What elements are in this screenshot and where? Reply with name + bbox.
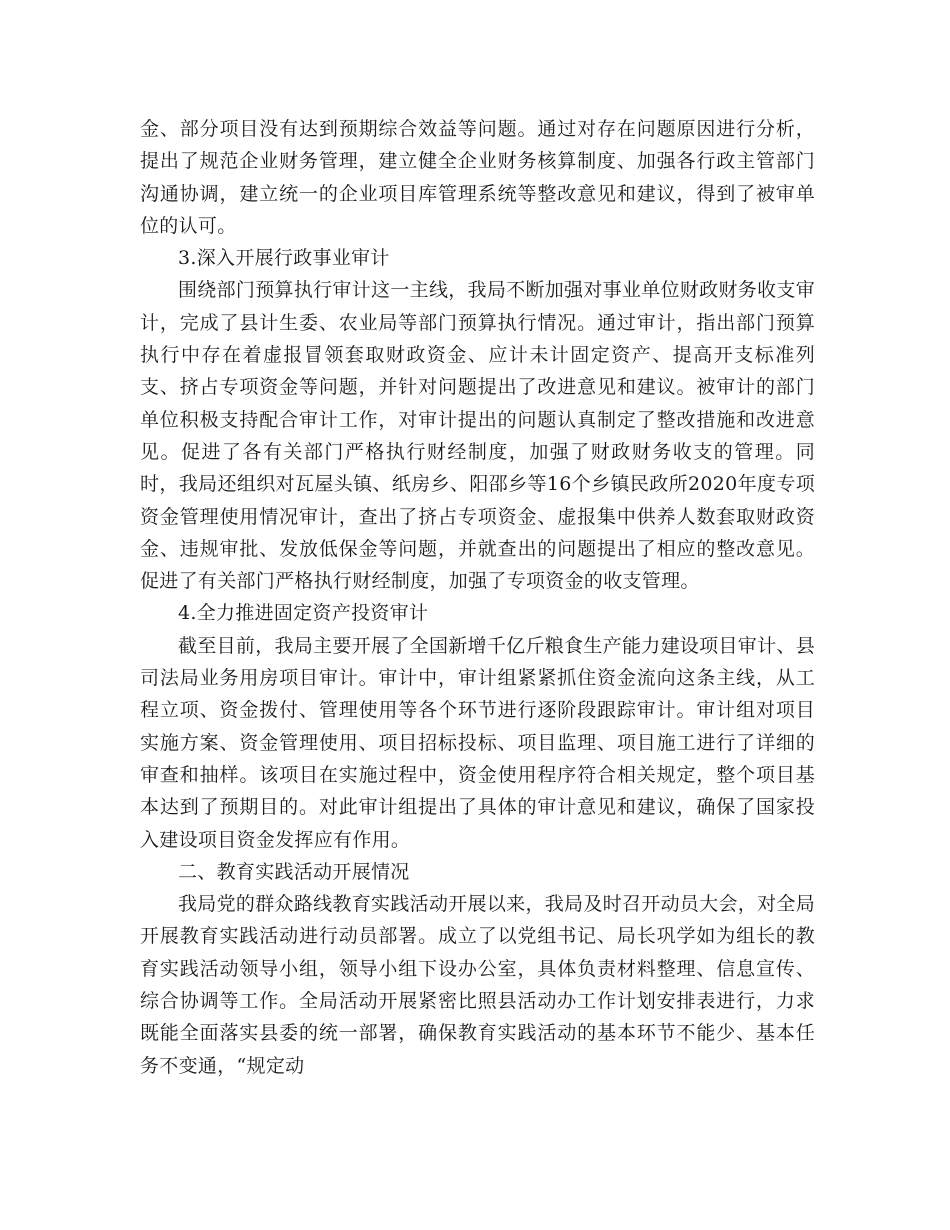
section-heading-4: 4.全力推进固定资产投资审计 bbox=[178, 602, 429, 625]
paragraph-admin-audit: 围绕部门预算执行审计这一主线，我局不断加强对事业单位财政财务收支审计，完成了县计生委、农业局等部门预算执行情况。通过审计，指出部门预算执行中存在着虚报冒领套取财政资金、应计未计固定资产、提高开支标准列支、挤占专项资金等问题，并针对问题提出了改进意见和建议。被审计的部门单位积极支持配合审计工作，对审计提出的问题认真制定了整改措施和改进意见。促进了各有关部门严格执行财经制度，加强了财政财务收支的管理。同时，我局还组织对瓦屋头镇、纸房乡、阳邵乡等16个乡镇民政所2020年度专项资金管理使用情况审计，查出了挤占专项资金、虚报集中供养人数套取财政资金、违规审批、发放低保金等问题，并就查出的问题提出了相应的整改意见。促进了有关部门严格执行财经制度，加强了专项资金的收支管理。 bbox=[140, 279, 815, 593]
document-page bbox=[140, 113, 815, 1082]
paragraph-education-practice: 我局党的群众路线教育实践活动开展以来，我局及时召开动员大会，对全局开展教育实践活动进行动员部署。成立了以党组书记、局长巩学如为组长的教育实践活动领导小组，领导小组下设办公室，具体负责材料整理、信息宣传、综合协调等工作。全局活动开展紧密比照县活动办工作计划安排表进行，力求既能全面落实县委的统一部署，确保教育实践活动的基本环节不能少、基本任务不变通，“规定动 bbox=[140, 893, 815, 1077]
paragraph-continued: 金、部分项目没有达到预期综合效益等问题。通过对存在问题原因进行分析，提出了规范企业财务管理，建立健全企业财务核算制度、加强各行政主管部门沟通协调，建立统一的企业项目库管理系统等整改意见和建议，得到了被审单位的认可。 bbox=[140, 118, 815, 237]
section-heading-2: 二、教育实践活动开展情况 bbox=[178, 860, 410, 883]
section-heading-3: 3.深入开展行政事业审计 bbox=[178, 247, 390, 270]
paragraph-fixed-asset-audit: 截至目前，我局主要开展了全国新增千亿斤粮食生产能力建设项目审计、县司法局业务用房项目审计。审计中，审计组紧紧抓住资金流向这条主线，从工程立项、资金拨付、管理使用等各个环节进行逐阶段跟踪审计。审计组对项目实施方案、资金管理使用、项目招标投标、项目监理、项目施工进行了详细的审查和抽样。该项目在实施过程中，资金使用程序符合相关规定，整个项目基本达到了预期目的。对此审计组提出了具体的审计意见和建议，确保了国家投入建设项目资金发挥应有作用。 bbox=[140, 634, 815, 851]
